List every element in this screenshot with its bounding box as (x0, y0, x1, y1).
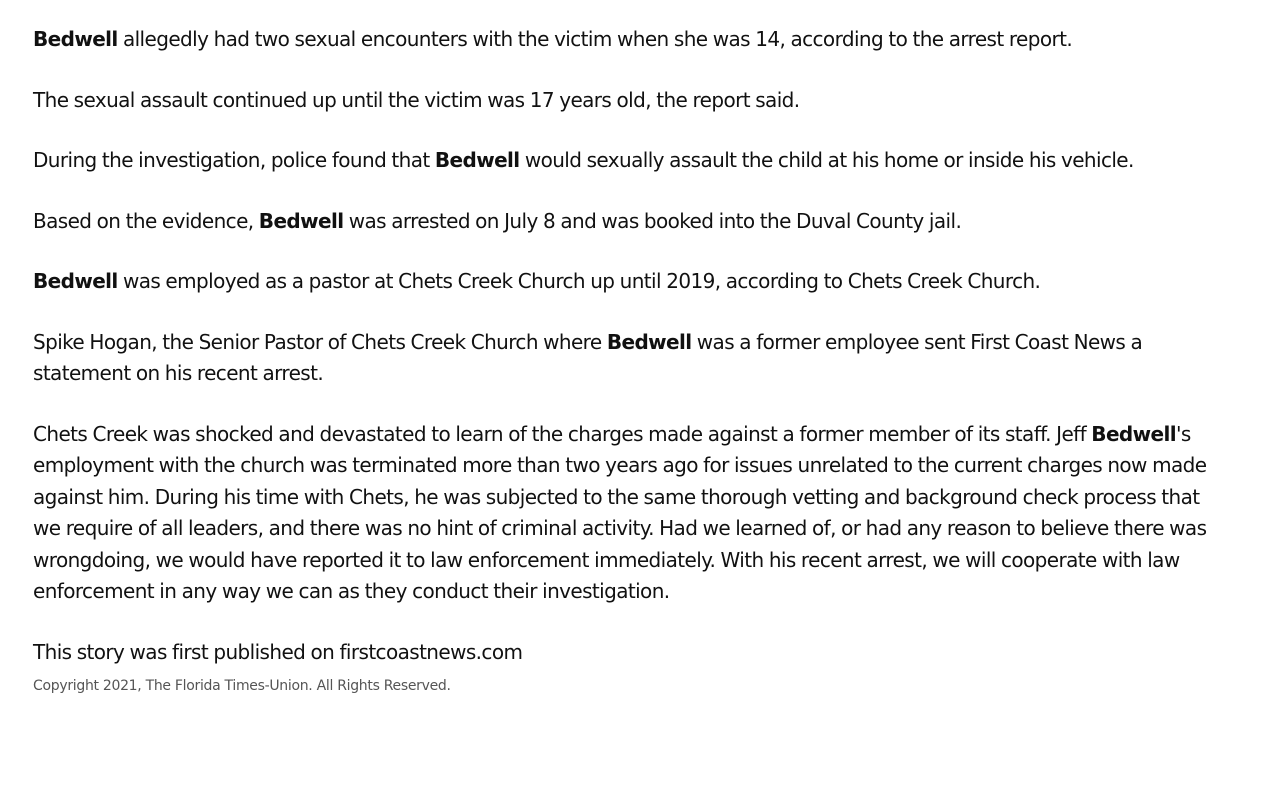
paragraph-text: During the investigation, police found that (33, 148, 435, 172)
article-paragraph (33, 24, 1208, 56)
paragraph-text: Based on the evidence, (33, 208, 259, 233)
article-body (33, 24, 1208, 696)
bold-name: Bedwell (434, 148, 520, 172)
paragraph-text: was employed as a pastor at Chets Creek Church up until 2019, according to Chets Creek Church. (117, 269, 1041, 293)
article-paragraph (33, 327, 1208, 390)
paragraph-text: Spike Hogan, the Senior Pastor of Chets Creek Church where (33, 329, 607, 354)
paragraph-text: 's employment with the church was terminated more than two years ago for issues unrelated to the current charges now made against him. During his time with Chets, he was subjected to the same thorough vetting and background check process that we require of all leaders, and there was no hint of criminal activity. Had we learned of, or had any reason to believe there was wrongdoing, we would have reported it to law enforcement immediately. With his recent arrest, we will cooperate with law enforcement in any way we can as they conduct their investigation. (33, 421, 1207, 603)
paragraph-text: was arrested on July 8 and was booked into the Duval County jail. (343, 208, 962, 233)
paragraph-text: This story was first published on firstcoastnews.com (33, 639, 523, 664)
article-paragraph (33, 206, 1208, 238)
article-paragraph (33, 266, 1208, 298)
article-paragraph (33, 145, 1208, 177)
paragraph-text: was a former employee sent First Coast News a statement on his recent arrest. (33, 329, 1143, 385)
paragraph-text: would sexually assault the child at his home or inside his vehicle. (519, 148, 1134, 172)
church-statement-quote (33, 419, 1208, 608)
bold-name: Bedwell (33, 269, 118, 293)
bold-name: Bedwell (258, 208, 344, 233)
paragraph-text: The sexual assault continued up until the victim was 17 years old, the report said. (33, 87, 800, 112)
bold-name: Bedwell (606, 329, 692, 354)
paragraph-text: allegedly had two sexual encounters with the victim when she was 14, according to the arrest report. (117, 27, 1073, 51)
paragraph-text: Chets Creek was shocked and devastated to learn of the charges made against a former member of its staff. Jeff (33, 421, 1092, 446)
first-published-note (33, 637, 1208, 669)
copyright-notice: Copyright 2021, The Florida Times-Union. All Rights Reserved. (33, 678, 451, 694)
bold-name: Bedwell (33, 27, 118, 51)
article-paragraph (33, 85, 1208, 117)
bold-name: Bedwell (1091, 421, 1176, 446)
